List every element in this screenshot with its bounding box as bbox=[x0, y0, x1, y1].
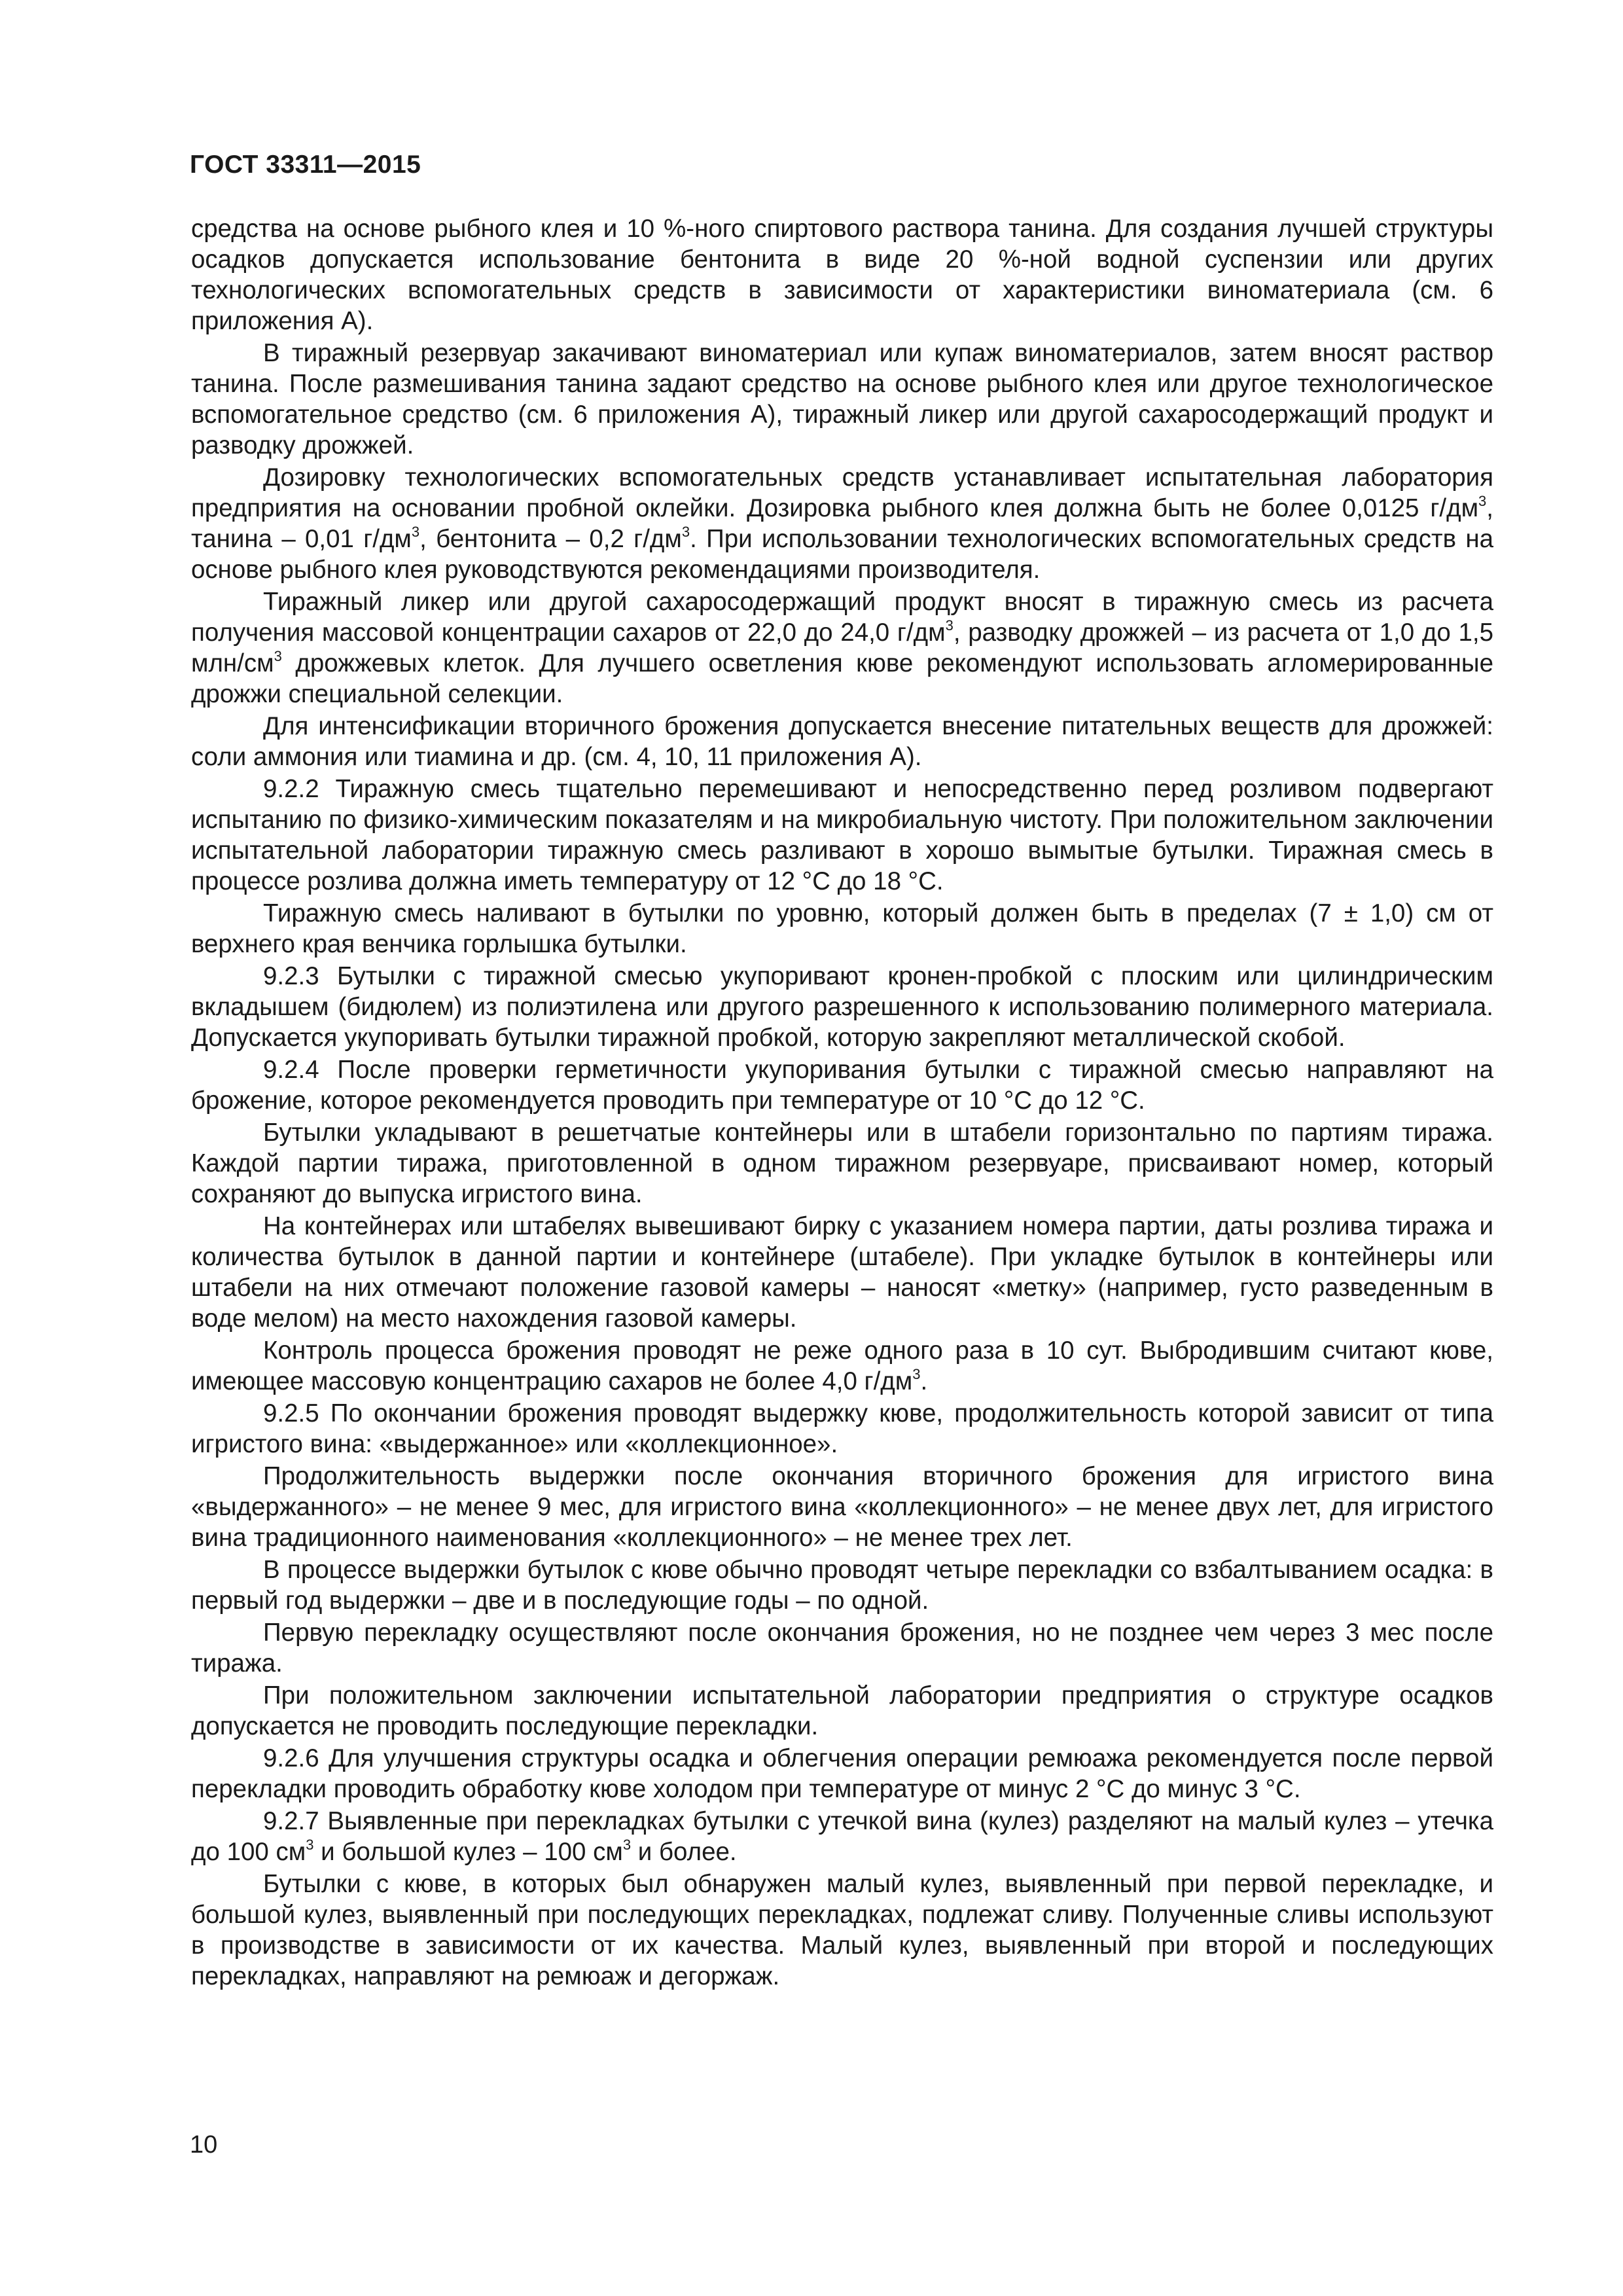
superscript: 3 bbox=[912, 1366, 921, 1382]
paragraph bbox=[191, 1743, 1493, 1804]
paragraph-text: Тиражный ликер или другой сахаросодержащий продукт вносят в тиражную смесь из расчета получения массовой концентрации сахаров от 22,0 до 24,0 г/дм bbox=[191, 588, 1493, 647]
paragraph-text: , бентонита – 0,2 г/дм bbox=[419, 525, 682, 553]
superscript: 3 bbox=[411, 524, 420, 540]
superscript: 3 bbox=[681, 524, 690, 540]
paragraph-text: 9.2.6 Для улучшения структуры осадка и облегчения операции ремюажа рекомендуется после первой перекладки проводить обработку кюве холодом при температуре от минус 2 °С до минус 3 °С. bbox=[191, 1744, 1493, 1803]
paragraph bbox=[191, 1806, 1493, 1867]
paragraph bbox=[191, 774, 1493, 897]
paragraph-text: Продолжительность выдержки после окончания вторичного брожения для игристого вина «выдержанного» – не менее 9 мес, для игристого вина «коллекционного» – не менее двух лет, для игристого вина традиционного наименования «коллекционного» – не менее трех лет. bbox=[191, 1462, 1493, 1552]
superscript: 3 bbox=[306, 1837, 314, 1853]
superscript: 3 bbox=[622, 1837, 632, 1853]
superscript: 3 bbox=[274, 648, 282, 664]
paragraph bbox=[191, 1554, 1493, 1616]
paragraph-text: 9.2.3 Бутылки с тиражной смесью укупоривают кронен-пробкой с плоским или цилиндрическим вкладышем (бидюлем) из полиэтилена или другого разрешенного к использованию полимерного материала. Допускается укупоривать бутылки тиражной пробкой, которую закрепляют металлической скобой. bbox=[191, 962, 1493, 1052]
paragraph-text: Контроль процесса брожения проводят не реже одного раза в 10 сут. Выбродившим считают кюве, имеющее массовую концентрацию сахаров не более 4,0 г/дм bbox=[191, 1336, 1493, 1395]
paragraph-text: Дозировку технологических вспомогательных средств устанавливает испытательная лаборатория предприятия на основании пробной оклейки. Дозировка рыбного клея должна быть не более 0,0125 г/дм bbox=[191, 463, 1493, 522]
paragraph-text: 9.2.7 Выявленные при перекладках бутылки с утечкой вина (кулез) разделяют на малый кулез – утечка до 100 см bbox=[191, 1807, 1493, 1866]
paragraph-text: Бутылки с кюве, в которых был обнаружен малый кулез, выявленный при первой перекладке, и большой кулез, выявленный при последующих перекладках, подлежат сливу. Полученные сливы используют в производстве в зависимости от их качества. Малый кулез, выявленный при второй и последующих перекладках, направляют на ремюаж и дегоржаж. bbox=[191, 1870, 1493, 1990]
paragraph-text: Бутылки укладывают в решетчатые контейнеры или в штабели горизонтально по партиям тиража. Каждой партии тиража, приготовленной в одном тиражном резервуаре, присваивают номер, который сохраняют до выпуска игристого вина. bbox=[191, 1119, 1493, 1208]
paragraph bbox=[191, 1617, 1493, 1679]
paragraph bbox=[191, 1398, 1493, 1460]
paragraph bbox=[191, 1461, 1493, 1553]
paragraph bbox=[191, 1335, 1493, 1397]
paragraph bbox=[191, 213, 1493, 336]
paragraph bbox=[191, 961, 1493, 1053]
paragraph bbox=[191, 1211, 1493, 1334]
superscript: 3 bbox=[945, 617, 954, 634]
paragraph-text: Первую перекладку осуществляют после окончания брожения, но не позднее чем через 3 мес после тиража. bbox=[191, 1619, 1493, 1677]
paragraph bbox=[191, 711, 1493, 772]
paragraph bbox=[191, 1869, 1493, 1992]
paragraph-text: В процессе выдержки бутылок с кюве обычно проводят четыре перекладки со взбалтыванием осадка: в первый год выдержки – две и в последующие годы – по одной. bbox=[191, 1556, 1493, 1615]
document-body bbox=[191, 213, 1493, 1993]
paragraph-text: , танина – 0,01 г/дм bbox=[191, 494, 1493, 553]
paragraph bbox=[191, 898, 1493, 960]
paragraph bbox=[191, 1054, 1493, 1116]
superscript: 3 bbox=[1478, 493, 1487, 509]
paragraph-text: дрожжевых клеток. Для лучшего осветления кюве рекомендуют использовать агломерированные дрожжи специальной селекции. bbox=[191, 649, 1493, 708]
paragraph-text: и большой кулез – 100 см bbox=[313, 1838, 623, 1866]
paragraph-text: , разводку дрожжей – из расчета от 1,0 до 1,5 млн/см bbox=[191, 619, 1493, 677]
paragraph bbox=[191, 1680, 1493, 1742]
paragraph-text: . При использовании технологических вспомогательных средств на основе рыбного клея руководствуются рекомендациями производителя. bbox=[191, 525, 1493, 584]
paragraph bbox=[191, 1117, 1493, 1210]
paragraph-text: При положительном заключении испытательной лаборатории предприятия о структуре осадков допускается не проводить последующие перекладки. bbox=[191, 1681, 1493, 1740]
paragraph bbox=[191, 338, 1493, 461]
paragraph-text: На контейнерах или штабелях вывешивают бирку с указанием номера партии, даты розлива тиража и количества бутылок в данной партии и контейнере (штабеле). При укладке бутылок в контейнеры или штабели на них отмечают положение газовой камеры – наносят «метку» (например, густо разведенным в воде мелом) на место нахождения газовой камеры. bbox=[191, 1212, 1493, 1333]
paragraph-text: Для интенсификации вторичного брожения допускается внесение питательных веществ для дрожжей: соли аммония или тиамина и др. (см. 4, 10, 11 приложения А). bbox=[191, 712, 1493, 771]
page-number: 10 bbox=[190, 2131, 218, 2159]
paragraph-text: 9.2.4 После проверки герметичности укупоривания бутылки с тиражной смесью направляют на брожение, которое рекомендуется проводить при температуре от 10 °С до 12 °С. bbox=[191, 1056, 1493, 1115]
paragraph-text: средства на основе рыбного клея и 10 %-ного спиртового раствора танина. Для создания лучшей структуры осадков допускается использование бентонита в виде 20 %-ной водной суспензии или других технологических вспомогательных средств в зависимости от характеристики виноматериала (см. 6 приложения А). bbox=[191, 215, 1493, 335]
paragraph-text: Тиражную смесь наливают в бутылки по уровню, который должен быть в пределах (7 ± 1,0) см от верхнего края венчика горлышка бутылки. bbox=[191, 899, 1493, 958]
paragraph-text: 9.2.2 Тиражную смесь тщательно перемешивают и непосредственно перед розливом подвергают испытанию по физико-химическим показателям и на микробиальную чистоту. При положительном заключении испытательной лаборатории тиражную смесь разливают в хорошо вымытые бутылки. Тиражная смесь в процессе розлива должна иметь температуру от 12 °С до 18 °С. bbox=[191, 775, 1493, 895]
paragraph-text: В тиражный резервуар закачивают виноматериал или купаж виноматериалов, затем вносят раствор танина. После размешивания танина задают средство на основе рыбного клея или другое технологическое вспомогательное средство (см. 6 приложения А), тиражный ликер или другой сахаросодержащий продукт и разводку дрожжей. bbox=[191, 339, 1493, 459]
paragraph-text: 9.2.5 По окончании брожения проводят выдержку кюве, продолжительность которой зависит от типа игристого вина: «выдержанное» или «коллекционное». bbox=[191, 1399, 1493, 1458]
document-header: ГОСТ 33311—2015 bbox=[190, 151, 421, 179]
paragraph-text: и более. bbox=[631, 1838, 737, 1866]
paragraph-text: . bbox=[920, 1367, 928, 1395]
paragraph bbox=[191, 586, 1493, 709]
paragraph bbox=[191, 462, 1493, 585]
